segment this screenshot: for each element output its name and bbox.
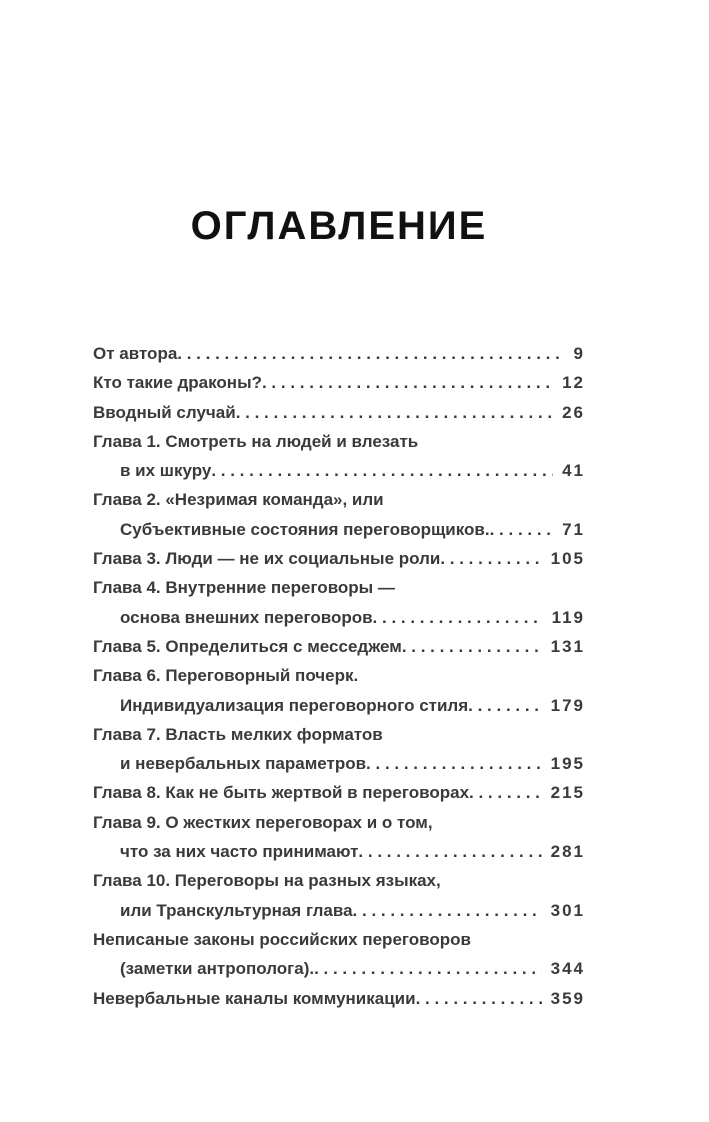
toc-entry-label: Субъективные состояния переговорщиков. xyxy=(120,519,490,539)
dot-leader xyxy=(490,515,553,544)
toc-page-number: 301 xyxy=(550,900,585,920)
toc-entry xyxy=(93,398,585,427)
toc-page-number: 344 xyxy=(550,959,585,979)
toc-page-number: 359 xyxy=(550,988,585,1008)
toc-entry-line xyxy=(93,749,585,778)
toc-entry xyxy=(93,808,585,867)
toc-page-number: 105 xyxy=(550,549,585,569)
toc-entry-label: и невербальных параметров xyxy=(120,754,367,774)
toc-entry-line xyxy=(93,603,585,632)
toc-entry-label: Глава 4. Внутренние переговоры — xyxy=(93,578,395,598)
dot-leader xyxy=(236,398,553,427)
toc-entry-label: Глава 3. Люди — не их социальные роли xyxy=(93,549,441,569)
toc-entry-label: Глава 8. Как не быть жертвой в переговорах xyxy=(93,783,470,803)
toc-entry xyxy=(93,339,585,368)
toc-entry-line xyxy=(93,485,585,514)
toc-entry-label: Невербальные каналы коммуникации xyxy=(93,988,416,1008)
toc-page-number: 195 xyxy=(550,754,585,774)
toc-page-number: 41 xyxy=(562,461,585,481)
toc-entry-label: основа внешних переговоров xyxy=(120,607,373,627)
toc-entry-line xyxy=(93,427,585,456)
toc-list xyxy=(93,339,585,1013)
dot-leader xyxy=(468,691,541,720)
toc-entry-line xyxy=(93,954,585,983)
toc-entry-label: Кто такие драконы? xyxy=(93,373,262,393)
toc-content xyxy=(0,204,709,1013)
toc-entry-line xyxy=(93,339,585,368)
toc-entry-label: Глава 9. О жестких переговорах и о том, xyxy=(93,812,433,832)
toc-page-number: 9 xyxy=(573,344,585,363)
toc-entry-line xyxy=(93,544,585,573)
toc-page-number: 281 xyxy=(550,842,585,862)
toc-entry xyxy=(93,368,585,397)
toc-entry-label: или Транскультурная глава xyxy=(120,900,353,920)
toc-entry-label: Глава 10. Переговоры на разных языках, xyxy=(93,871,441,891)
toc-entry xyxy=(93,485,585,544)
toc-entry-label: От автора xyxy=(93,344,178,363)
dot-leader xyxy=(353,896,542,925)
toc-page-number: 71 xyxy=(562,519,585,539)
toc-entry-label: Неписаные законы российских переговоров xyxy=(93,929,471,949)
dot-leader xyxy=(440,544,541,573)
dot-leader xyxy=(177,339,564,368)
toc-entry-line xyxy=(93,573,585,602)
dot-leader xyxy=(314,954,542,983)
toc-entry-label: (заметки антрополога). xyxy=(120,959,315,979)
page-title: ОГЛАВЛЕНИЕ xyxy=(190,204,488,248)
toc-entry-line xyxy=(93,720,585,749)
toc-entry-line xyxy=(93,632,585,661)
toc-entry-line xyxy=(93,837,585,866)
toc-entry-label: Глава 6. Переговорный почерк. xyxy=(93,666,359,686)
dot-leader xyxy=(358,837,541,866)
toc-entry-line xyxy=(93,984,585,1013)
toc-entry-label: в их шкуру xyxy=(120,461,212,481)
toc-entry-line xyxy=(93,778,585,807)
toc-entry-line xyxy=(93,661,585,690)
toc-entry-label: что за них часто принимают xyxy=(120,842,359,862)
dot-leader xyxy=(366,749,542,778)
toc-page-number: 12 xyxy=(562,373,585,393)
toc-page-number: 119 xyxy=(551,607,585,627)
dot-leader xyxy=(373,603,543,632)
toc-entry-line xyxy=(93,691,585,720)
toc-entry xyxy=(93,778,585,807)
toc-entry-line xyxy=(93,456,585,485)
toc-entry-label: Глава 1. Смотреть на людей и влезать xyxy=(93,431,419,451)
dot-leader xyxy=(469,778,542,807)
toc-entry-label: Глава 5. Определиться с месседжем xyxy=(93,636,402,656)
toc-page-number: 179 xyxy=(550,695,585,715)
toc-entry-line xyxy=(93,925,585,954)
dot-leader xyxy=(262,368,553,397)
toc-entry-line xyxy=(93,398,585,427)
dot-leader xyxy=(402,632,542,661)
toc-page-number: 131 xyxy=(550,636,585,656)
toc-entry-line xyxy=(93,866,585,895)
toc-page-number: 26 xyxy=(562,402,585,422)
dot-leader xyxy=(416,984,542,1013)
toc-entry xyxy=(93,427,585,486)
dot-leader xyxy=(211,456,553,485)
toc-entry-label: Глава 2. «Незримая команда», или xyxy=(93,490,384,510)
toc-entry-label: Индивидуализация переговорного стиля xyxy=(120,695,469,715)
toc-entry-line xyxy=(93,896,585,925)
toc-entry xyxy=(93,925,585,984)
toc-entry-line xyxy=(93,808,585,837)
toc-entry xyxy=(93,661,585,720)
toc-entry-label: Вводный случай xyxy=(93,402,236,422)
toc-entry-label: Глава 7. Власть мелких форматов xyxy=(93,724,383,744)
toc-entry-line xyxy=(93,368,585,397)
toc-entry xyxy=(93,984,585,1013)
toc-page-number: 215 xyxy=(550,783,585,803)
toc-entry xyxy=(93,632,585,661)
toc-entry xyxy=(93,573,585,632)
toc-entry-line xyxy=(93,515,585,544)
toc-entry xyxy=(93,720,585,779)
toc-entry xyxy=(93,544,585,573)
toc-entry xyxy=(93,866,585,925)
